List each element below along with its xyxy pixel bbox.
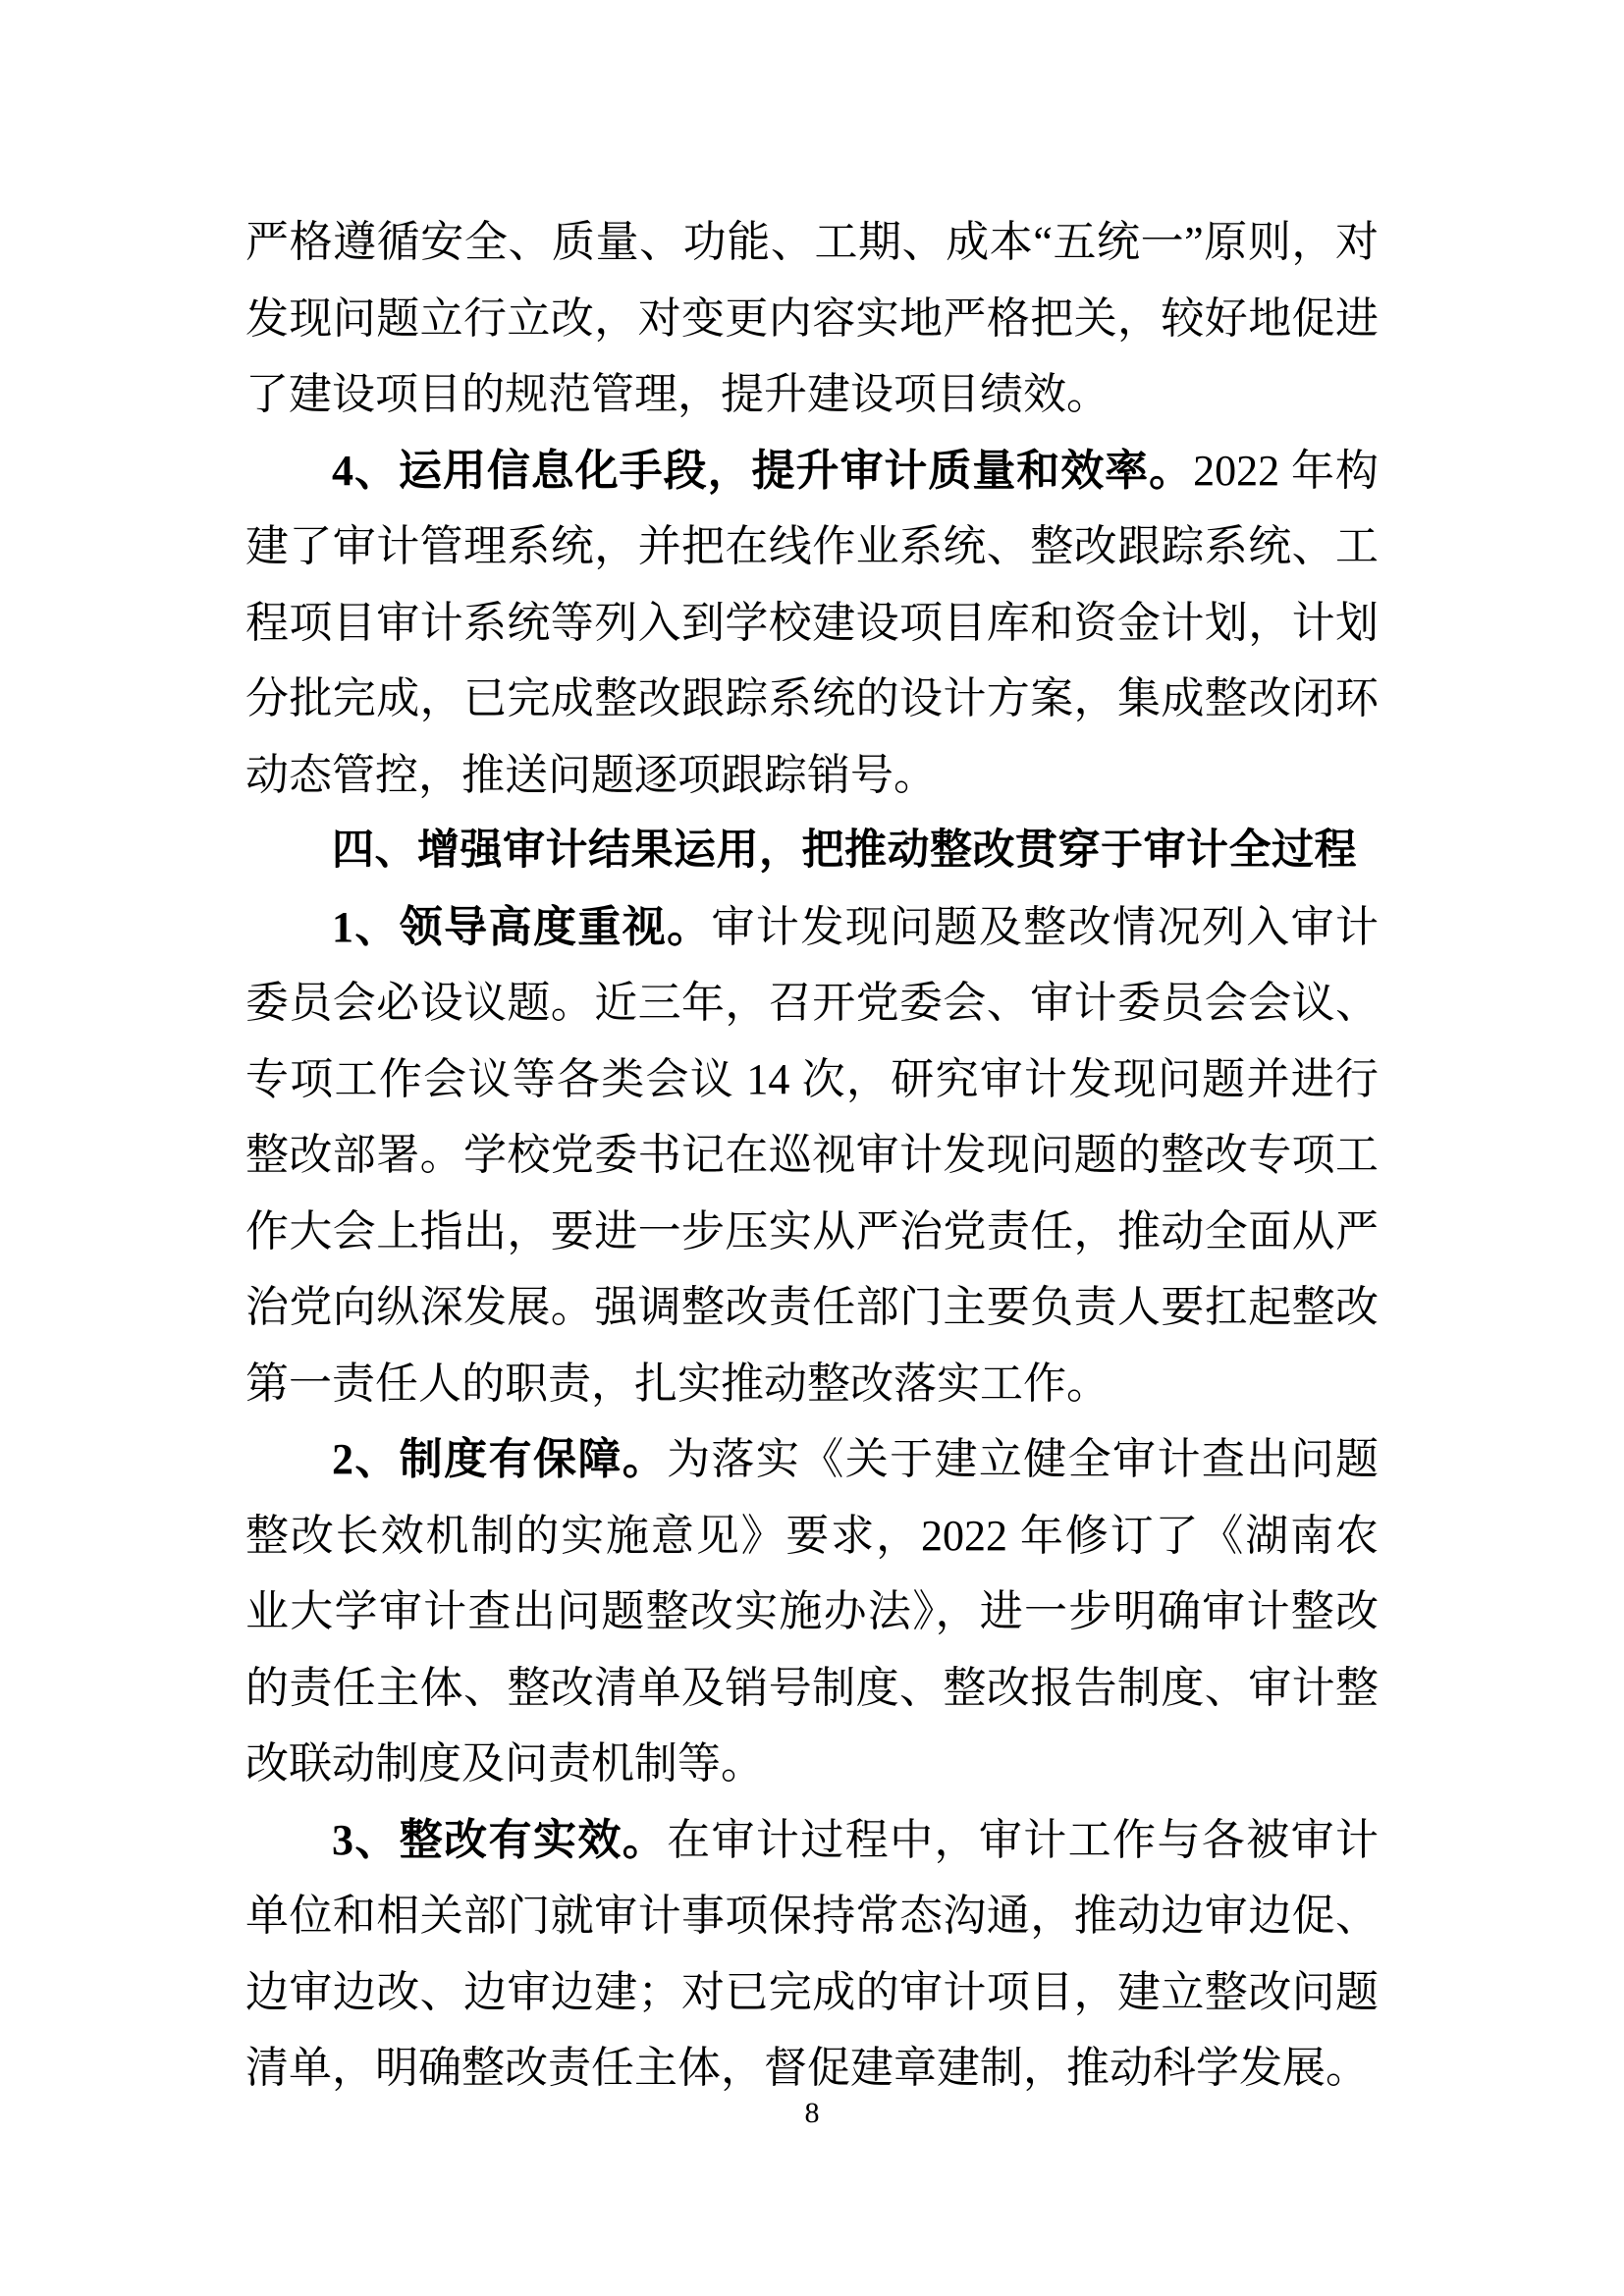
page-number: 8 bbox=[804, 2097, 820, 2129]
paragraph-text: 在审计过程中，审计工作与各被审计单位和相关部门就审计事项保持常态沟通，推动边审边促、边审边改、边审边建；对已完成的审计项目，建立整改问题清单，明确整改责任主体，督促建章建制，推动科学发展。 bbox=[245, 1815, 1380, 2092]
paragraph-text: 审计发现问题及整改情况列入审计委员会必设议题。近三年，召开党委会、审计委员会会议、专项工作会议等各类会议 14 次，研究审计发现问题并进行整改部署。学校党委书记在巡视审计发现问题的整改专项工作大会上指出，要进一步压实从严治党责任，推动全面从严治党向纵深发展。强调整改责任部门主要负责人要扛起整改第一责任人的职责，扎实推动整改落实工作。 bbox=[245, 902, 1380, 1408]
page-content bbox=[245, 204, 1379, 2107]
paragraph-item-4 bbox=[245, 433, 1379, 814]
paragraph-text: 为落实《关于建立健全审计查出问题整改长效机制的实施意见》要求，2022 年修订了《湖南农业大学审计查出问题整改实施办法》，进一步明确审计整改的责任主体、整改清单及销号制度、整改报告制度、审计整改联动制度及问责机制等。 bbox=[245, 1435, 1380, 1788]
section-heading: 四、增强审计结果运用，把推动整改贯穿于审计全过程 bbox=[332, 827, 1357, 874]
paragraph-item-2 bbox=[245, 1421, 1379, 1802]
paragraph-lead: 3、整改有实效。 bbox=[332, 1815, 668, 1864]
paragraph-lead: 2、制度有保障。 bbox=[332, 1435, 668, 1483]
paragraph-item-3 bbox=[245, 1802, 1379, 2107]
paragraph-text: 2022 年构建了审计管理系统，并把在线作业系统、整改跟踪系统、工程项目审计系统等列入到学校建设项目库和资金计划，计划分批完成，已完成整改跟踪系统的设计方案，集成整改闭环动态管控，推送问题逐项跟踪销号。 bbox=[245, 446, 1380, 799]
paragraph-lead: 4、运用信息化手段，提升审计质量和效率。 bbox=[332, 446, 1194, 495]
paragraph-text: 严格遵循安全、质量、功能、工期、成本“五统一”原则，对发现问题立行立改，对变更内容实地严格把关，较好地促进了建设项目的规范管理，提升建设项目绩效。 bbox=[245, 218, 1379, 418]
paragraph-item-1 bbox=[245, 889, 1379, 1422]
paragraph-continuation bbox=[245, 204, 1379, 433]
paragraph-lead: 1、领导高度重视。 bbox=[332, 902, 712, 951]
